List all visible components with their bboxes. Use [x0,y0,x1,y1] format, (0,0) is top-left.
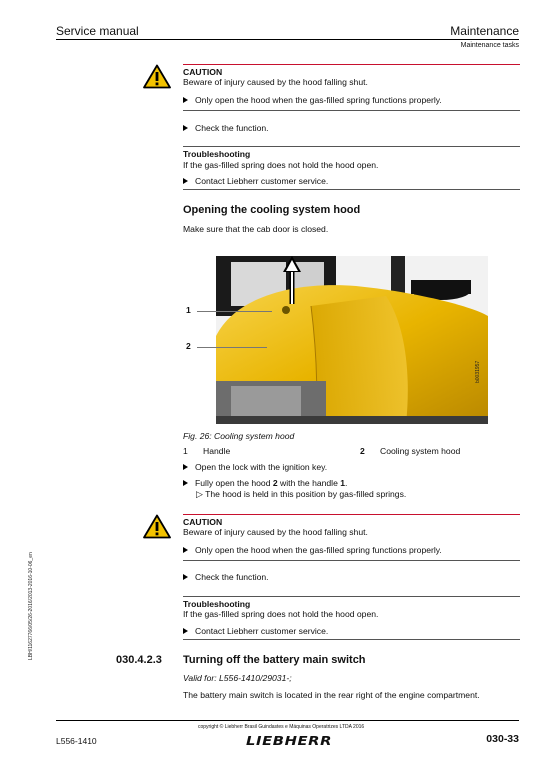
caution-rule [183,64,520,65]
troubleshooting-text: If the gas-filled spring does not hold the hood open. [183,609,379,619]
caution-action: Only open the hood when the gas-filled spring functions properly. [183,545,442,556]
check-step: Check the function. [183,572,269,583]
troubleshooting-end-rule [183,189,520,190]
liebherr-logo: LIEBHERR [246,733,333,748]
callout-line-2 [197,347,267,348]
caution-text: Beware of injury caused by the hood falling shut. [183,77,368,87]
troubleshooting-end-rule [183,639,520,640]
check-step: Check the function. [183,123,269,134]
header-subtitle: Maintenance tasks [460,42,519,49]
legend-label-1: Handle [203,446,231,456]
section-intro: Make sure that the cab door is closed. [183,224,329,234]
caution-action: Only open the hood when the gas-filled spring functions properly. [183,95,442,106]
section-text: The battery main switch is located in the rear right of the engine compartment. [183,690,480,700]
callout-line-1 [197,311,272,312]
troubleshooting-text: If the gas-filled spring does not hold the hood open. [183,160,379,170]
header-rule [56,39,519,40]
page-number: 030-33 [486,733,519,745]
callout-2: 2 [186,341,191,351]
caution-label: CAUTION [183,67,223,77]
header-title: Service manual [56,24,139,38]
caution-end-rule [183,110,520,111]
callout-1: 1 [186,305,191,315]
result-triangle-icon: ▷ [196,489,203,499]
cooling-hood-photo [216,256,488,424]
step-result: ▷ The hood is held in this position by gas-filled springs. [196,489,407,499]
troubleshooting-rule [183,596,520,597]
section-number: 030.4.2.3 [116,654,162,666]
troubleshooting-title: Troubleshooting [183,149,251,159]
step-open-lock: Open the lock with the ignition key. [183,462,327,473]
figure-code: b0031957 [475,360,481,383]
troubleshooting-rule [183,146,520,147]
legend-label-2: Cooling system hood [380,446,461,456]
copyright: copyright © Liebherr Brasil Guindastes e Máquinas Operatrizes LTDA 2016 [198,724,365,730]
caution-label: CAUTION [183,517,223,527]
caution-end-rule [183,560,520,561]
troubleshooting-title: Troubleshooting [183,599,251,609]
legend-num-1: 1 [183,446,188,456]
caution-rule [183,514,520,515]
troubleshooting-action: Contact Liebherr customer service. [183,176,328,187]
step-open-hood: Fully open the hood 2 with the handle 1. [183,478,347,489]
caution-text: Beware of injury caused by the hood falling shut. [183,527,368,537]
model-number: L556-1410 [56,736,97,746]
troubleshooting-action: Contact Liebherr customer service. [183,626,328,637]
warning-triangle-icon [143,514,171,539]
header-section: Maintenance [450,24,519,38]
footer-rule [56,720,519,721]
figure-caption: Fig. 26: Cooling system hood [183,431,295,441]
valid-for: Valid for: L556-1410/29031-; [183,673,292,683]
document-code: LBH/11627766/05/26-2016/2013-2016-10-06_en [28,552,34,660]
section-heading: Turning off the battery main switch [183,654,366,666]
legend-num-2: 2 [360,446,365,456]
warning-triangle-icon [143,64,171,89]
section-heading: Opening the cooling system hood [183,204,361,216]
